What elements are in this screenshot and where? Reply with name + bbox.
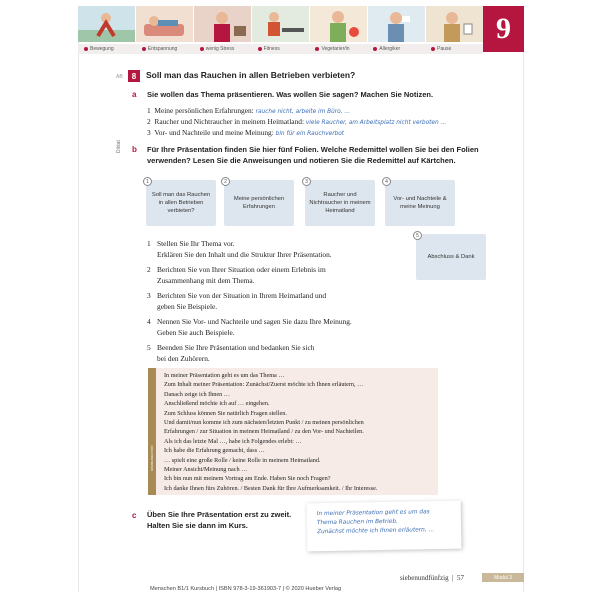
part-a-instruction: Sie wollen das Thema präsentieren. Was wollen Sie sagen? Machen Sie Notizen. [147,90,434,99]
redemittel-line: Zum Schluss können Sie natürlich Fragen stellen. [164,409,287,417]
part-b-instruction-2: verwenden? Lesen Sie die Anweisungen und notieren Sie die Redemittel auf Kärtchen. [147,156,456,165]
bullet-icon [258,47,262,51]
part-a-item: 2 Raucher und Nichtraucher in meinem Heimatland: viele Raucher, am Arbeitsplatz nicht verboten … [147,117,447,126]
tag-item: Fitness [252,44,310,54]
part-a-label: a [132,90,137,99]
bullet-icon [431,47,435,51]
part-a-item: 3 Vor- und Nachteile und meine Meinung: bin für ein Rauchverbot [147,128,345,137]
bullet-icon [84,47,88,51]
redemittel-line: Ich danke Ihnen fürs Zuhören. / Besten Dank für Ihre Aufmerksamkeit. / Ihr Interesse. [164,484,378,492]
slide-card-4: Vor- und Nachteile & meine Meinung [385,180,455,226]
exercise-number: 8 [128,70,140,82]
step-item: 1 Stellen Sie Ihr Thema vor. Erklären Sie den Inhalt und die Struktur Ihrer Präsentation. [147,239,332,259]
tag-item: Pause [425,44,483,54]
tag-item: Vegetarier/in [309,44,367,54]
handwritten-note: viele Raucher, am Arbeitsplatz nicht verboten … [305,120,447,126]
ab-reference: AB [116,74,123,80]
redemittel-line: Ich bin nun mit meinem Vortrag am Ende. Haben Sie noch Fragen? [164,475,331,483]
slide-number: 1 [143,177,152,186]
slide-card-2: Meine persönlichen Erfahrungen [224,180,294,226]
imprint: Menschen B1/1 Kursbuch | ISBN 978-3-19-361903-7 | © 2020 Hueber Verlag [150,586,342,592]
part-c-instruction-1: Üben Sie Ihre Präsentation erst zu zweit. [147,510,292,519]
bullet-icon [373,47,377,51]
redemittel-line: Erfahrungen / zur Situation in meinem Heimatland / zu den Vor- und Nachteilen. [164,428,364,436]
page-number: siebenundfünfzig | 57 [400,574,465,582]
tag-item: wenig Stress [194,44,252,54]
illustration-vegetarierin [310,6,367,42]
redemittel-list [164,371,377,493]
handwritten-note: bin für ein Rauchverbot [275,131,345,137]
step-item: 2 Berichten Sie von Ihrer Situation oder einem Erlebnis im Zusammenhang mit dem Thema. [147,265,326,285]
redemittel-line: … spielt eine große Rolle / keine Rolle in meinem Heimatland. [164,456,321,464]
illustration-entspannung [136,6,193,42]
slide-number: 4 [382,177,391,186]
slide-card-5: Abschluss & Dank [416,234,486,280]
module-badge: Modul 3 [482,573,524,582]
redemittel-line: Anschließend möchte ich auf … eingehen. [164,400,270,408]
redemittel-line: In meiner Präsentation geht es um das Thema … [164,372,285,379]
slide-number: 2 [221,177,230,186]
handwritten-note: rauche nicht, arbeite im Büro, … [255,109,351,115]
redemittel-line: Als ich das letzte Mal …, habe ich Folgendes erlebt: … [164,437,302,445]
diktat-label: Diktat [116,140,122,153]
header [78,6,524,52]
redemittel-line: Meiner Ansicht/Meinung nach … [164,466,248,474]
redemittel-box [148,368,438,495]
exercise-title: Soll man das Rauchen in allen Betrieben verbieten? [146,70,356,80]
slide-number: 3 [302,177,311,186]
illustration-fitness [252,6,309,42]
tag-item: Bewegung [78,44,136,54]
illustration-bewegung [78,6,135,42]
part-b-label: b [132,145,137,154]
illustration-wenig-stress [194,6,251,42]
redemittel-line: Und damit/nun komme ich zum nächsten/letzten Punkt / zu meinen persönlichen [164,419,364,427]
tag-item: Entspannung [136,44,194,54]
illustration-pause [426,6,483,42]
slide-card-3: Raucher und Nichtraucher in meinem Heimatland [305,180,375,226]
illustration-allergiker [368,6,425,42]
step-item: 4 Nennen Sie Vor- und Nachteile und sagen Sie dazu Ihre Meinung. Geben Sie auch Beispiele. [147,317,352,337]
slide-card-1: Soll man das Rauchen in allen Betrieben verbieten? [146,180,216,226]
chapter-number: 9 [483,6,524,52]
part-b-instruction-1: Für Ihre Präsentation finden Sie hier fünf Folien. Welche Redemittel wollen Sie bei den Folien [147,145,479,154]
slide-number: 5 [413,231,422,240]
redemittel-line: Zum Inhalt meiner Präsentation: Zunächst/Zuerst möchte ich Ihnen erläutern, … [164,381,364,389]
header-illustrations [78,6,483,42]
redemittel-line: Danach zeige ich Ihnen … [164,390,230,398]
tag-item: Allergiker [367,44,425,54]
step-item: 3 Berichten Sie von der Situation in Ihrem Heimatland und geben Sie Beispiele. [147,291,327,311]
redemittel-side-label: KOMMUNIKATION [150,445,154,471]
part-c-instruction-2: Halten Sie sie dann im Kurs. [147,521,248,530]
bullet-icon [142,47,146,51]
bullet-icon [200,47,204,51]
step-item: 5 Beenden Sie Ihre Präsentation und bedanken Sie sich bei den Zuhörern. [147,343,315,363]
part-a-item: 1 Meine persönlichen Erfahrungen: rauche nicht, arbeite im Büro, … [147,106,351,115]
part-c-label: c [132,511,137,520]
header-tags [78,44,483,54]
bullet-icon [315,47,319,51]
handwritten-note-card: In meiner Präsentation geht es um das Thema Rauchen im Betrieb. Zunächst möchte ich Ihnen erläutern, … [307,501,462,552]
redemittel-line: Ich habe die Erfahrung gemacht, dass … [164,447,265,455]
